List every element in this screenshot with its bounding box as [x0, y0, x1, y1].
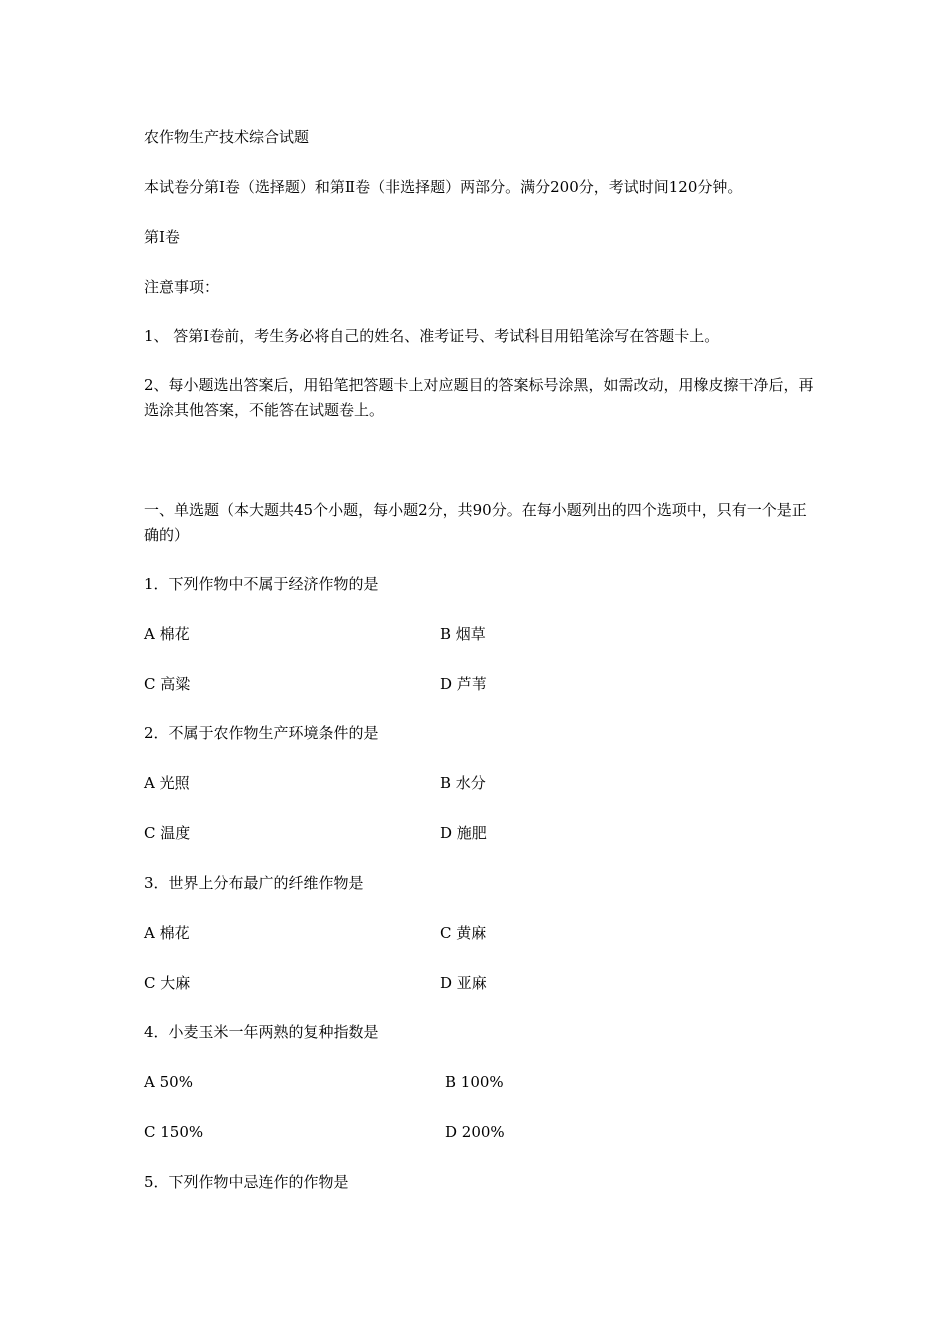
note-item: 1、 答第Ⅰ卷前，考生务必将自己的姓名、准考证号、考试科目用铅笔涂写在答题卡上。: [144, 327, 720, 345]
option-a: A 50%: [144, 1073, 193, 1091]
option-d: D 亚麻: [440, 974, 487, 992]
notes-heading: 注意事项：: [144, 278, 220, 296]
question-stem: 1．下列作物中不属于经济作物的是: [144, 575, 379, 593]
option-b: B 水分: [440, 774, 486, 792]
option-b: B 100%: [445, 1073, 504, 1091]
option-d: D 200%: [445, 1123, 505, 1141]
option-a: A 棉花: [144, 924, 190, 942]
question-stem: 4．小麦玉米一年两熟的复种指数是: [144, 1023, 379, 1041]
option-c: C 大麻: [144, 974, 191, 992]
option-d: D 施肥: [440, 824, 487, 842]
option-a: A 光照: [144, 774, 190, 792]
question-stem: 5．下列作物中忌连作的作物是: [144, 1173, 349, 1191]
document-title: 农作物生产技术综合试题: [144, 128, 310, 146]
note-item: 2、每小题选出答案后，用铅笔把答题卡上对应题目的答案标号涂黑，如需改动，用橡皮擦干净后，再选涂其他答案，不能答在试题卷上。: [144, 376, 814, 419]
option-c: C 高粱: [144, 675, 191, 693]
question-stem: 3．世界上分布最广的纤维作物是: [144, 874, 364, 892]
option-b: C 黄麻: [440, 924, 487, 942]
volume-heading: 第Ⅰ卷: [144, 228, 180, 246]
option-c: C 150%: [144, 1123, 204, 1141]
question-stem: 2．不属于农作物生产环境条件的是: [144, 724, 379, 742]
option-b: B 烟草: [440, 625, 486, 643]
option-a: A 棉花: [144, 625, 190, 643]
option-d: D 芦苇: [440, 675, 487, 693]
section-heading: 一、单选题（本大题共45个小题，每小题2分，共90分。在每小题列出的四个选项中，只有一个是正确的）: [144, 501, 807, 544]
option-c: C 温度: [144, 824, 191, 842]
exam-intro: 本试卷分第Ⅰ卷（选择题）和第Ⅱ卷（非选择题）两部分。满分200分，考试时间120分钟。: [144, 178, 743, 196]
